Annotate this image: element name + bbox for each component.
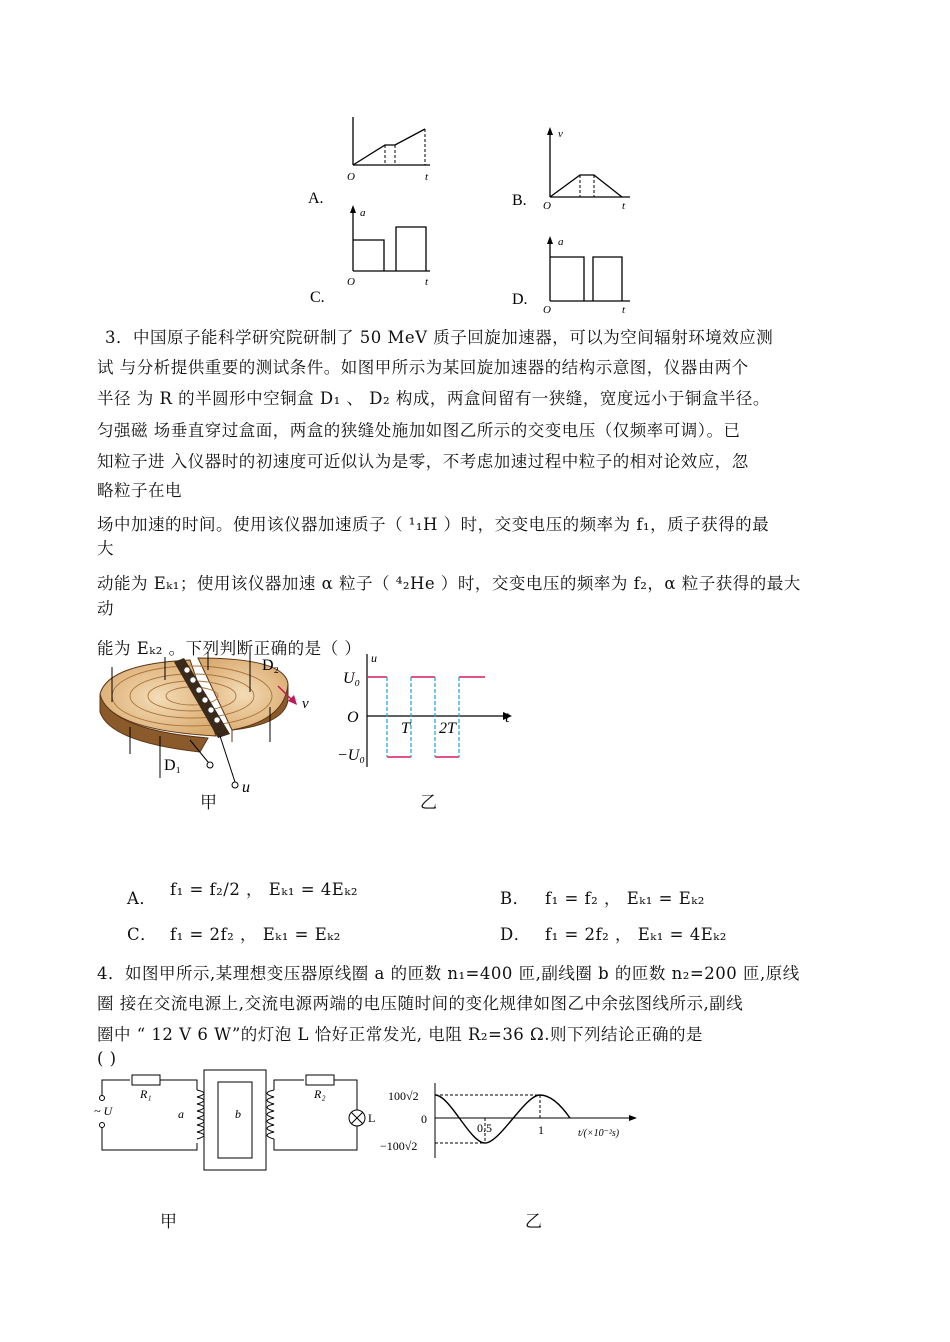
option-d-label: D. — [512, 291, 528, 308]
svg-text:a: a — [178, 1107, 184, 1121]
q3-option-a-label: A． — [127, 889, 157, 908]
cosine-voltage-graph — [380, 1078, 650, 1168]
svg-text:t: t — [622, 200, 626, 212]
q3-option-b-text: f₁ = f₂ ， Eₖ₁ = Eₖ₂ — [545, 889, 705, 908]
graph-c — [347, 205, 430, 288]
svg-text:O: O — [543, 304, 551, 315]
option-b-label: B. — [512, 192, 527, 209]
svg-text:L: L — [368, 1111, 376, 1125]
svg-text:100√2: 100√2 — [388, 1089, 419, 1103]
svg-text:0: 0 — [421, 1112, 427, 1126]
q3-option-b-label: B． — [500, 889, 530, 908]
svg-text:t: t — [425, 171, 429, 183]
svg-text:O: O — [347, 171, 355, 183]
option-graphs — [300, 105, 660, 315]
svg-text:−100√2: −100√2 — [380, 1139, 418, 1153]
q3-fig-jia-caption: 甲 — [200, 793, 218, 813]
q3-line-2: 试 与分析提供重要的测试条件。如图甲所示为某回旋加速器的结构示意图，仪器由两个 — [97, 358, 749, 377]
q3-line-5: 知粒子进 入仪器时的初速度可近似认为是零，不考虑加速过程中粒子的相对论效应，忽 — [97, 452, 749, 471]
svg-text:~ U: ~ U — [94, 1104, 113, 1118]
svg-text:u: u — [242, 779, 250, 796]
svg-text:v: v — [302, 696, 309, 712]
q4-line-2: 圈 接在交流电源上,交流电源两端的电压随时间的变化规律如图乙中余弦图线所示,副线 — [97, 994, 744, 1013]
q3-line-3: 半径 为 R 的半圆形中空铜盒 D₁ 、 D₂ 构成，两盒间留有一狭缝，宽度远小于铜盒半径。 — [97, 389, 770, 408]
svg-text:t: t — [622, 304, 626, 315]
svg-text:D₁: D₁ — [164, 757, 182, 774]
graph-d — [543, 236, 630, 315]
svg-text:v: v — [558, 128, 563, 140]
svg-text:R₂: R₂ — [314, 1087, 326, 1101]
q3-line-9: 动能为 Eₖ₁；使用该仪器加速 α 粒子（ ⁴₂He ）时，交变电压的频率为 f₂，α 粒子获得的最大 — [97, 574, 801, 593]
svg-text:t/(×10⁻²s): t/(×10⁻²s) — [578, 1128, 620, 1139]
q4-line-4: ( ) — [97, 1049, 117, 1068]
transformer-circuit — [92, 1068, 392, 1178]
svg-text:T: T — [401, 720, 410, 737]
svg-text:U₀: U₀ — [343, 670, 361, 687]
svg-text:2T: 2T — [439, 720, 456, 737]
q3-line-6: 略粒子在电 — [97, 481, 182, 500]
graph-b — [543, 127, 630, 212]
svg-text:−U₀: −U₀ — [337, 747, 365, 764]
svg-text:a: a — [360, 207, 366, 219]
q3-option-c-text: f₁ = 2f₂ ， Eₖ₁ = Eₖ₂ — [170, 925, 341, 944]
svg-text:a: a — [558, 236, 564, 248]
q3-option-a-text: f₁ = f₂/2 ， Eₖ₁ = 4Eₖ₂ — [170, 880, 358, 899]
q3-line-11: 能为 Eₖ₂ 。下列判断正确的是（ ） — [97, 639, 362, 658]
svg-text:O: O — [543, 200, 551, 212]
q3-option-d-label: D． — [500, 925, 531, 944]
q4-line-1: 4．如图甲所示,某理想变压器原线圈 a 的匝数 n₁=400 匝,副线圈 b 的匝数 n₂=200 匝,原线 — [97, 964, 800, 983]
option-a-label: A. — [308, 190, 324, 207]
svg-text:D₂: D₂ — [262, 657, 280, 674]
svg-text:1: 1 — [538, 1123, 544, 1137]
svg-text:b: b — [235, 1107, 241, 1121]
svg-text:u: u — [371, 652, 377, 665]
svg-text:R₁: R₁ — [140, 1087, 152, 1101]
option-c-label: C. — [310, 289, 325, 306]
q3-option-d-text: f₁ = 2f₂ ， Eₖ₁ = 4Eₖ₂ — [545, 925, 727, 944]
q3-line-7: 场中加速的时间。使用该仪器加速质子（ ¹₁H ）时，交变电压的频率为 f₁，质子获得的最 — [97, 515, 770, 534]
q3-option-c-label: C． — [127, 925, 158, 944]
q3-line-1: 3．中国原子能科学研究院研制了 50 MeV 质子回旋加速器，可以为空间辐射环境效应测 — [105, 328, 774, 347]
square-wave-figure — [335, 652, 520, 772]
q3-line-10: 动 — [97, 599, 114, 618]
q3-line-8: 大 — [97, 539, 114, 558]
graph-a — [347, 117, 430, 183]
q4-fig-yi-caption: 乙 — [525, 1212, 543, 1232]
q4-line-3: 圈中 “ 12 V 6 W”的灯泡 L 恰好正常发光, 电阻 R₂=36 Ω.则下列结论正确的是 — [97, 1025, 703, 1044]
q3-fig-yi-caption: 乙 — [420, 793, 438, 813]
q4-fig-jia-caption: 甲 — [160, 1212, 178, 1232]
svg-text:t: t — [505, 709, 510, 726]
svg-text:O: O — [347, 709, 359, 726]
svg-text:t: t — [425, 276, 429, 288]
svg-text:O: O — [347, 276, 355, 288]
svg-text:0.5: 0.5 — [477, 1121, 492, 1135]
q3-line-4: 匀强磁 场垂直穿过盒面，两盒的狭缝处施加如图乙所示的交变电压（仅频率可调）。已 — [97, 421, 741, 440]
